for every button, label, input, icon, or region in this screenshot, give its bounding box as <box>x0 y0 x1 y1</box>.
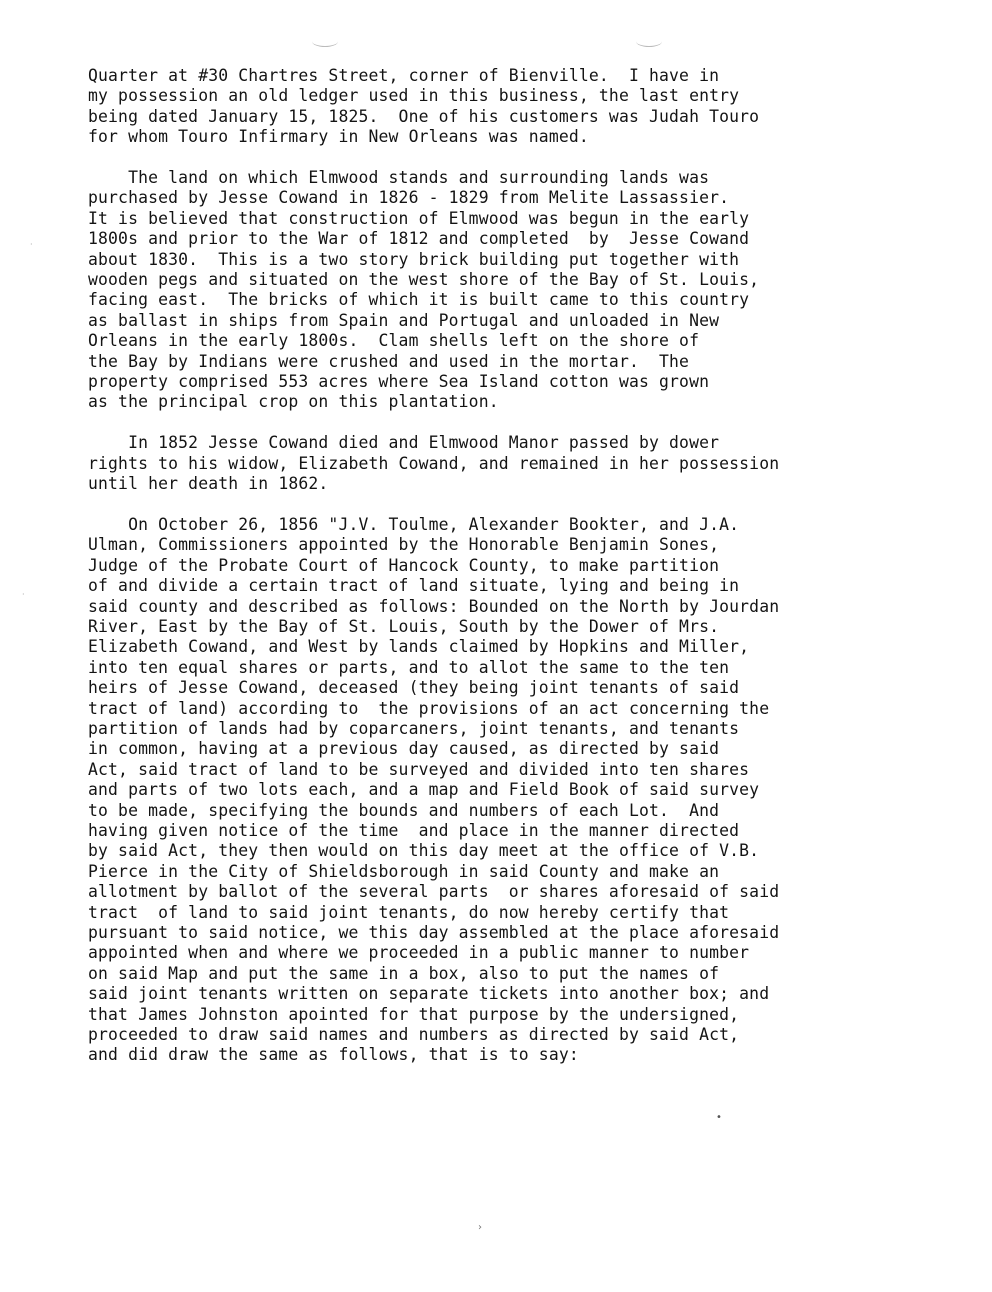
scan-speck: • <box>716 1112 722 1123</box>
text-line: 1800s and prior to the War of 1812 and completed by Jesse Cowand <box>88 229 750 249</box>
text-line: and parts of two lots each, and a map and Field Book of said survey <box>88 780 760 800</box>
text-line: In 1852 Jesse Cowand died and Elmwood Manor passed by dower <box>88 433 720 453</box>
text-line: of and divide a certain tract of land situate, lying and being in <box>88 576 740 596</box>
text-line: wooden pegs and situated on the west shore of the Bay of St. Louis, <box>88 270 760 290</box>
text-line: River, East by the Bay of St. Louis, South by the Dower of Mrs. <box>88 616 720 636</box>
text-line: and did draw the same as follows, that is to say: <box>88 1045 579 1065</box>
text-line: that James Johnston apointed for that purpose by the undersigned, <box>88 1004 740 1024</box>
text-line: said joint tenants written on separate tickets into another box; and <box>88 984 770 1004</box>
paragraph-2 <box>88 168 948 413</box>
text-line: about 1830. This is a two story brick building put together with <box>88 249 740 269</box>
text-line: Judge of the Probate Court of Hancock County, to make partition <box>88 555 720 575</box>
text-line: until her death in 1862. <box>88 474 329 494</box>
text-line: Act, said tract of land to be surveyed and divided into ten shares <box>88 759 750 779</box>
scan-mark-right <box>636 36 662 47</box>
paragraph-1 <box>88 66 948 148</box>
text-line: It is believed that construction of Elmwood was begun in the early <box>88 208 750 228</box>
text-line: tract of land) according to the provisions of an act concerning the <box>88 698 770 718</box>
text-line: On October 26, 1856 "J.V. Toulme, Alexander Bookter, and J.A. <box>88 514 740 534</box>
text-line: pursuant to said notice, we this day assembled at the place aforesaid <box>88 923 780 943</box>
text-line: heirs of Jesse Cowand, deceased (they being joint tenants of said <box>88 678 740 698</box>
text-line: in common, having at a previous day caused, as directed by said <box>88 739 720 759</box>
text-line: appointed when and where we proceeded in a public manner to number <box>88 943 750 963</box>
text-line: Orleans in the early 1800s. Clam shells left on the shore of <box>88 331 700 351</box>
text-line: Ulman, Commissioners appointed by the Honorable Benjamin Sones, <box>88 535 720 555</box>
text-line: for whom Touro Infirmary in New Orleans was named. <box>88 127 589 147</box>
text-line: my possession an old ledger used in this business, the last entry <box>88 86 740 106</box>
text-line: property comprised 553 acres where Sea Island cotton was grown <box>88 372 710 392</box>
paragraph-4 <box>88 515 948 1066</box>
text-line: as the principal crop on this plantation. <box>88 392 499 412</box>
text-line: The land on which Elmwood stands and surrounding lands was <box>88 168 710 188</box>
text-line: allotment by ballot of the several parts or shares aforesaid of said <box>88 882 780 902</box>
scan-speck-4: · <box>22 590 25 599</box>
text-line: proceeded to draw said names and numbers as directed by said Act, <box>88 1025 740 1045</box>
text-line: by said Act, they then would on this day meet at the office of V.B. <box>88 841 760 861</box>
text-line: into ten equal shares or parts, and to allot the same to the ten <box>88 657 730 677</box>
text-line: Quarter at #30 Chartres Street, corner of Bienville. I have in <box>88 66 720 85</box>
text-line: said county and described as follows: Bounded on the North by Jourdan <box>88 596 780 616</box>
text-line: to be made, specifying the bounds and numbers of each Lot. And <box>88 800 720 820</box>
text-line: on said Map and put the same in a box, also to put the names of <box>88 963 720 983</box>
text-line: rights to his widow, Elizabeth Cowand, and remained in her possession <box>88 453 780 473</box>
text-line: purchased by Jesse Cowand in 1826 - 1829 from Melite Lassassier. <box>88 188 730 208</box>
text-line: partition of lands had by coparcaners, joint tenants, and tenants <box>88 718 740 738</box>
text-line: the Bay by Indians were crushed and used in the mortar. The <box>88 351 690 371</box>
text-line: being dated January 15, 1825. One of his customers was Judah Touro <box>88 106 760 126</box>
text-line: Elizabeth Cowand, and West by lands claimed by Hopkins and Miller, <box>88 637 750 657</box>
text-line: as ballast in ships from Spain and Portugal and unloaded in New <box>88 310 720 330</box>
scan-mark-left <box>312 36 338 47</box>
scan-speck-2: › <box>478 1222 482 1233</box>
text-line: having given notice of the time and place in the manner directed <box>88 820 740 840</box>
document-body <box>88 66 948 1086</box>
text-line: Pierce in the City of Shieldsborough in said County and make an <box>88 861 720 881</box>
text-line: tract of land to said joint tenants, do now hereby certify that <box>88 902 730 922</box>
text-line: facing east. The bricks of which it is built came to this country <box>88 290 750 310</box>
scan-speck-3: · <box>30 240 33 249</box>
paragraph-3 <box>88 433 948 494</box>
